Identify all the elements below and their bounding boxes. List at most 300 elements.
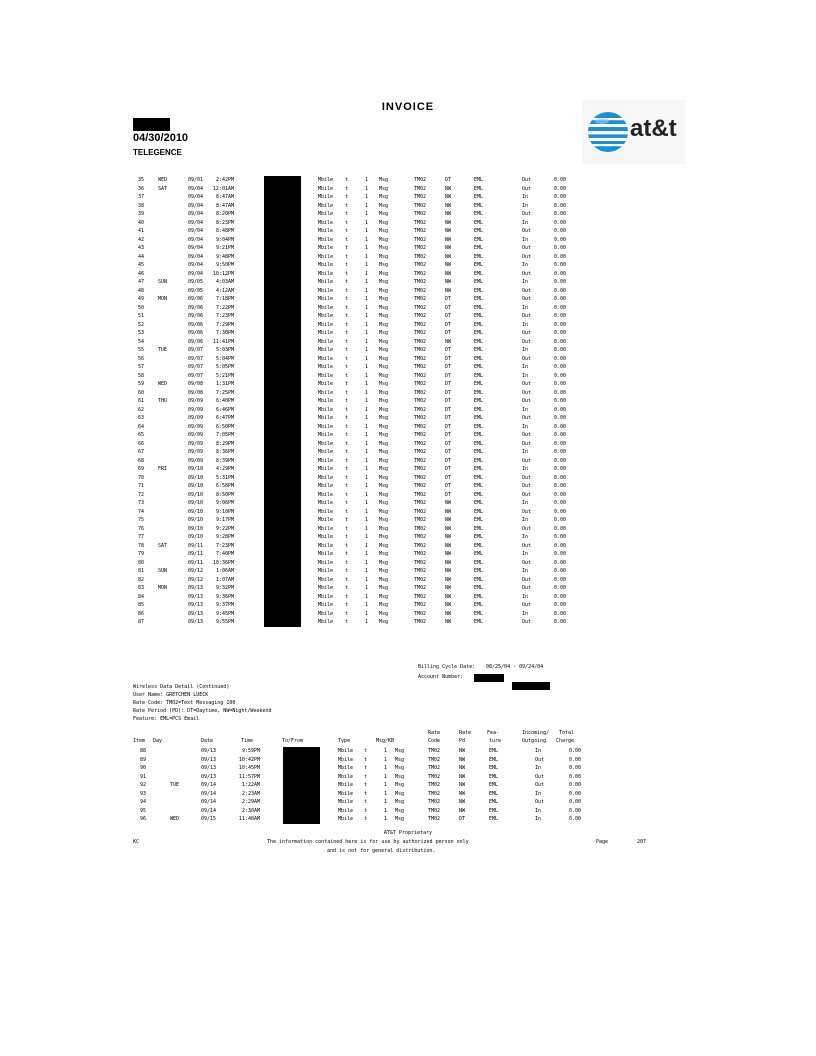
cell-direction: Out <box>522 525 532 532</box>
cell-direction: Out <box>522 245 532 251</box>
cell-rate-code: TM02 <box>414 194 427 200</box>
cell-feature: EML <box>474 236 484 243</box>
redacted-header-block <box>133 118 170 131</box>
cell-rate-code: TM02 <box>414 287 427 294</box>
redacted-phone-number <box>264 278 301 287</box>
cell-rate-code: TM02 <box>414 593 427 600</box>
cell-type: Mbile <box>318 194 334 200</box>
invoice-date: 04/30/2010 <box>133 132 189 144</box>
cell-charge: 0.00 <box>553 610 566 617</box>
cell-type: Mbile <box>318 338 334 345</box>
table-row <box>0 576 816 584</box>
cell-date: 09/07 <box>188 364 204 370</box>
cell-feature: EML <box>474 466 484 472</box>
cell-type-suffix: t <box>345 279 349 285</box>
cell-time: 7:18PM <box>215 296 234 302</box>
rate-period: Rate Period (PD): DT=Daytime, NW=Night/Weekend <box>133 708 272 714</box>
cell-count: 1 <box>365 423 369 430</box>
redacted-phone-number <box>264 253 301 262</box>
cell-type-suffix: t <box>345 474 349 481</box>
redacted-phone-number <box>264 584 301 593</box>
cell-rate-code: TM02 <box>414 279 427 285</box>
cell-feature: EML <box>489 748 499 754</box>
cell-feature: EML <box>474 347 484 353</box>
cell-feature: EML <box>474 228 484 234</box>
cell-count: 1 <box>365 576 369 583</box>
cell-type: Mbile <box>318 602 334 608</box>
cell-feature: EML <box>474 279 484 285</box>
redacted-phone-number <box>264 610 301 619</box>
redacted-phone-number <box>264 193 301 202</box>
redacted-phone-number <box>264 244 301 253</box>
cell-charge: 0.00 <box>553 551 566 557</box>
cell-type: Mbile <box>338 807 354 814</box>
cell-feature: EML <box>474 491 484 498</box>
cell-unit: Msg <box>379 576 389 583</box>
cell-direction: Out <box>522 296 532 302</box>
cell-item: 48 <box>137 287 144 294</box>
cell-type: Mbile <box>318 491 334 498</box>
table-row <box>0 482 816 490</box>
table-row <box>0 270 816 278</box>
cell-count: 1 <box>365 219 369 226</box>
cell-item: 72 <box>137 491 144 498</box>
cell-type-suffix: t <box>345 542 349 549</box>
cell-rate-code: TM02 <box>414 262 427 268</box>
cell-unit: Msg <box>379 466 389 472</box>
cell-rate-pd: DT <box>445 449 452 455</box>
redacted-phone-number <box>283 747 320 756</box>
cell-direction: In <box>522 568 529 574</box>
cell-day: TUE <box>170 782 180 788</box>
cell-feature: EML <box>474 194 484 200</box>
cell-type: Mbile <box>338 748 354 754</box>
cell-item: 81 <box>137 568 144 574</box>
cell-type-suffix: t <box>364 782 368 788</box>
cell-rate-pd: NW <box>445 542 452 549</box>
cell-time: 12:01AM <box>212 185 234 192</box>
cell-time: 9:50PM <box>215 262 234 268</box>
cell-count: 1 <box>365 236 369 243</box>
cell-item: 41 <box>137 228 144 234</box>
cell-date: 09/04 <box>188 236 204 243</box>
cell-charge: 0.00 <box>553 500 566 506</box>
cell-type-suffix: t <box>364 756 368 763</box>
cell-type: Mbile <box>318 296 334 302</box>
cell-direction: Out <box>522 389 532 396</box>
table-row <box>0 372 816 380</box>
table-row <box>0 176 816 184</box>
cell-date: 09/10 <box>188 474 204 481</box>
cell-count: 1 <box>365 542 369 549</box>
cell-charge: 0.00 <box>553 602 566 608</box>
cell-rate-pd: NW <box>445 185 452 192</box>
cell-type-suffix: t <box>345 185 349 192</box>
cell-rate-code: TM02 <box>414 236 427 243</box>
cell-rate-pd: DT <box>445 483 452 489</box>
cell-unit: Msg <box>379 525 389 532</box>
cell-rate-code: TM02 <box>414 576 427 583</box>
cell-type: Mbile <box>318 177 334 183</box>
table-row <box>0 210 816 218</box>
cell-item: 61 <box>137 398 144 404</box>
cell-direction: Out <box>522 559 532 566</box>
table-row <box>0 185 816 193</box>
table-row <box>0 457 816 465</box>
cell-date: 09/10 <box>188 525 204 532</box>
cell-day: FRI <box>158 466 168 472</box>
cell-day: THU <box>158 398 168 404</box>
cell-rate-code: TM02 <box>414 415 427 421</box>
rate-code: Rate Code: TM02=Text Messaging 100 <box>133 700 236 706</box>
cell-unit: Msg <box>395 816 405 822</box>
cell-type: Mbile <box>318 228 334 234</box>
cell-time: 8:23PM <box>215 219 234 226</box>
cell-time: 7:30PM <box>215 330 234 336</box>
table-row <box>0 533 816 541</box>
cell-rate-pd: DT <box>445 347 452 353</box>
cell-item: 36 <box>137 185 144 192</box>
col-time: Time <box>241 738 254 744</box>
cell-day: TUE <box>158 347 168 353</box>
cell-feature: EML <box>474 321 484 328</box>
cell-count: 1 <box>365 304 369 311</box>
table-row <box>0 287 816 295</box>
cell-direction: Out <box>522 398 532 404</box>
cell-charge: 0.00 <box>553 508 566 515</box>
redacted-phone-number <box>264 219 301 228</box>
cell-type: Mbile <box>318 457 334 464</box>
col-to-from: To/From <box>282 738 304 744</box>
redacted-phone-number <box>264 423 301 432</box>
table-row <box>0 431 816 439</box>
cell-type: Mbile <box>318 262 334 268</box>
col-feature-h1: Fea- <box>487 730 500 736</box>
cell-type: Mbile <box>318 432 334 438</box>
cell-direction: Out <box>535 782 545 788</box>
cell-unit: Msg <box>379 177 389 183</box>
cell-item: 80 <box>137 559 144 566</box>
col-incoming-h1: Incoming/ <box>522 730 550 736</box>
table-row <box>0 807 816 815</box>
cell-charge: 0.00 <box>553 381 566 387</box>
cell-unit: Msg <box>379 219 389 226</box>
cell-feature: EML <box>474 415 484 421</box>
cell-type: Mbile <box>318 364 334 370</box>
cell-rate-code: TM02 <box>414 525 427 532</box>
cell-rate-pd: NW <box>445 525 452 532</box>
cell-charge: 0.00 <box>553 466 566 472</box>
document-title: INVOICE <box>381 101 435 113</box>
cell-charge: 0.00 <box>553 449 566 455</box>
cell-direction: In <box>522 202 529 209</box>
cell-type: Mbile <box>318 330 334 336</box>
cell-item: 43 <box>137 245 144 251</box>
cell-rate-code: TM02 <box>414 381 427 387</box>
cell-unit: Msg <box>395 782 405 788</box>
cell-charge: 0.00 <box>553 347 566 353</box>
cell-date: 09/05 <box>188 287 204 294</box>
cell-rate-pd: NW <box>445 262 452 268</box>
cell-type-suffix: t <box>364 799 368 805</box>
cell-item: 91 <box>139 773 146 780</box>
redacted-phone-number <box>264 227 301 236</box>
cell-unit: Msg <box>379 262 389 268</box>
cell-type: Mbile <box>318 619 334 625</box>
cell-item: 66 <box>137 440 144 447</box>
redacted-phone-number <box>264 508 301 517</box>
col-msg-kb: Msg/KB <box>376 738 395 744</box>
redacted-phone-number <box>264 474 301 483</box>
cell-date: 09/04 <box>188 194 204 200</box>
cell-type: Mbile <box>318 559 334 566</box>
col-day: Day <box>153 738 163 744</box>
cell-charge: 0.00 <box>553 525 566 532</box>
cell-rate-pd: NW <box>445 194 452 200</box>
cell-time: 7:05PM <box>215 432 234 438</box>
cell-feature: EML <box>474 245 484 251</box>
cell-rate-code: TM02 <box>414 372 427 379</box>
cell-rate-pd: DT <box>445 381 452 387</box>
cell-charge: 0.00 <box>553 321 566 328</box>
table-row <box>0 414 816 422</box>
cell-direction: Out <box>522 508 532 515</box>
col-date: Date <box>201 738 214 744</box>
cell-rate-pd: NW <box>445 287 452 294</box>
cell-day: WED <box>158 177 168 183</box>
cell-date: 09/04 <box>188 253 204 260</box>
cell-item: 74 <box>137 508 144 515</box>
cell-type-suffix: t <box>345 321 349 328</box>
redacted-phone-number <box>264 295 301 304</box>
cell-type-suffix: t <box>345 219 349 226</box>
table-row <box>0 321 816 329</box>
cell-count: 1 <box>365 355 369 362</box>
table-row <box>0 219 816 227</box>
cell-type: Mbile <box>318 313 334 319</box>
cell-time: 8:48PM <box>215 228 234 234</box>
cell-rate-code: TM02 <box>414 313 427 319</box>
cell-rate-pd: NW <box>445 593 452 600</box>
cell-date: 09/14 <box>201 799 217 805</box>
cell-count: 1 <box>365 406 369 413</box>
cell-feature: EML <box>474 177 484 183</box>
cell-time: 10:12PM <box>212 270 234 277</box>
cell-rate-pd: DT <box>445 355 452 362</box>
redacted-phone-number <box>264 210 301 219</box>
cell-unit: Msg <box>379 559 389 566</box>
cell-rate-code: TM02 <box>414 406 427 413</box>
cell-time: 5:05PM <box>215 364 234 370</box>
cell-unit: Msg <box>395 756 405 763</box>
cell-count: 1 <box>365 440 369 447</box>
cell-count: 1 <box>365 593 369 600</box>
redacted-phone-number <box>264 457 301 466</box>
cell-count: 1 <box>384 765 388 771</box>
cell-charge: 0.00 <box>553 202 566 209</box>
cell-direction: In <box>522 500 529 506</box>
cell-unit: Msg <box>395 790 405 797</box>
cell-item: 65 <box>137 432 144 438</box>
cell-time: 7:29PM <box>215 321 234 328</box>
table-row <box>0 227 816 235</box>
cell-type: Mbile <box>318 372 334 379</box>
cell-item: 84 <box>137 593 144 600</box>
cell-time: 8:29PM <box>215 440 234 447</box>
cell-feature: EML <box>474 585 484 591</box>
cell-direction: In <box>535 765 542 771</box>
cell-type-suffix: t <box>345 296 349 302</box>
cell-date: 09/09 <box>188 398 204 404</box>
cell-time: 11:41PM <box>212 338 234 345</box>
redacted-phone-number <box>264 491 301 500</box>
cell-charge: 0.00 <box>553 211 566 217</box>
redacted-phone-number <box>283 807 320 816</box>
cell-rate-pd: NW <box>445 219 452 226</box>
cell-type-suffix: t <box>345 602 349 608</box>
cell-direction: In <box>535 790 542 797</box>
cell-time: 2:23AM <box>241 790 260 797</box>
redacted-phone-number <box>264 346 301 355</box>
cell-time: 9:17PM <box>215 517 234 523</box>
cell-type: Mbile <box>318 381 334 387</box>
cell-time: 5:31PM <box>215 474 234 481</box>
cell-charge: 0.00 <box>553 619 566 625</box>
cell-feature: EML <box>474 542 484 549</box>
cell-date: 09/13 <box>188 619 204 625</box>
cell-feature: EML <box>474 202 484 209</box>
cell-unit: Msg <box>379 236 389 243</box>
cell-rate-code: TM02 <box>414 466 427 472</box>
cell-direction: Out <box>522 381 532 387</box>
cell-type: Mbile <box>318 236 334 243</box>
cell-time: 8:47AM <box>215 202 234 209</box>
cell-rate-pd: DT <box>445 389 452 396</box>
cell-type-suffix: t <box>345 440 349 447</box>
redacted-phone-number <box>264 618 301 627</box>
cell-time: 1:22AM <box>241 782 260 788</box>
cell-date: 09/13 <box>201 765 217 771</box>
cell-direction: Out <box>522 211 532 217</box>
redacted-phone-number <box>264 261 301 270</box>
cell-rate-pd: NW <box>459 756 466 763</box>
cell-count: 1 <box>365 194 369 200</box>
cell-rate-code: TM02 <box>414 364 427 370</box>
cell-item: 39 <box>137 211 144 217</box>
table-row <box>0 338 816 346</box>
redacted-block <box>512 682 550 690</box>
cell-feature: EML <box>474 449 484 455</box>
redacted-phone-number <box>283 781 320 790</box>
redacted-phone-number <box>283 773 320 782</box>
cell-direction: In <box>522 551 529 557</box>
cell-count: 1 <box>384 790 388 797</box>
cell-charge: 0.00 <box>553 423 566 430</box>
cell-date: 09/11 <box>188 542 204 549</box>
redacted-phone-number <box>264 482 301 491</box>
cell-time: 8:39PM <box>215 457 234 464</box>
cell-rate-pd: NW <box>445 534 452 540</box>
cell-direction: In <box>522 534 529 540</box>
cell-rate-pd: DT <box>445 364 452 370</box>
cell-item: 73 <box>137 500 144 506</box>
cell-charge: 0.00 <box>568 790 581 797</box>
cell-direction: Out <box>522 440 532 447</box>
cell-charge: 0.00 <box>568 765 581 771</box>
cell-direction: Out <box>522 483 532 489</box>
cell-rate-pd: NW <box>459 799 466 805</box>
cell-unit: Msg <box>395 748 405 754</box>
cell-type-suffix: t <box>345 389 349 396</box>
cell-type: Mbile <box>338 799 354 805</box>
page-label: Page <box>596 839 609 845</box>
cell-type-suffix: t <box>345 517 349 523</box>
cell-unit: Msg <box>379 194 389 200</box>
cell-rate-code: TM02 <box>428 799 441 805</box>
cell-item: 51 <box>137 313 144 319</box>
redacted-phone-number <box>264 202 301 211</box>
cell-item: 68 <box>137 457 144 464</box>
cell-date: 09/11 <box>188 551 204 557</box>
redacted-phone-number <box>264 363 301 372</box>
cell-charge: 0.00 <box>553 279 566 285</box>
cell-direction: Out <box>522 619 532 625</box>
cell-time: 10:36PM <box>212 559 234 566</box>
cell-rate-pd: NW <box>445 619 452 625</box>
cell-direction: In <box>522 262 529 268</box>
table-row <box>0 406 816 414</box>
table-row <box>0 798 816 806</box>
cell-rate-code: TM02 <box>414 568 427 574</box>
cell-rate-code: TM02 <box>414 330 427 336</box>
cell-direction: Out <box>522 491 532 498</box>
table-row <box>0 355 816 363</box>
cell-type: Mbile <box>338 765 354 771</box>
cell-time: 4:29PM <box>215 466 234 472</box>
cell-count: 1 <box>365 202 369 209</box>
table-row <box>0 278 816 286</box>
cell-direction: Out <box>522 602 532 608</box>
table-row <box>0 389 816 397</box>
cell-charge: 0.00 <box>553 304 566 311</box>
cell-unit: Msg <box>379 313 389 319</box>
cell-type: Mbile <box>318 542 334 549</box>
table-row <box>0 756 816 764</box>
cell-count: 1 <box>365 287 369 294</box>
cell-rate-code: TM02 <box>414 423 427 430</box>
redacted-phone-number <box>264 601 301 610</box>
cell-item: 92 <box>139 782 146 788</box>
table-row <box>0 516 816 524</box>
cell-unit: Msg <box>379 500 389 506</box>
cell-unit: Msg <box>379 245 389 251</box>
cell-direction: Out <box>522 576 532 583</box>
cell-type-suffix: t <box>345 423 349 430</box>
redacted-phone-number <box>264 550 301 559</box>
cell-item: 37 <box>137 194 144 200</box>
cell-date: 09/13 <box>201 748 217 754</box>
redacted-phone-number <box>264 176 301 185</box>
cell-item: 87 <box>137 619 144 625</box>
table-row <box>0 448 816 456</box>
cell-direction: In <box>522 304 529 311</box>
redacted-phone-number <box>264 312 301 321</box>
redacted-phone-number <box>264 576 301 585</box>
redacted-phone-number <box>264 567 301 576</box>
table-row <box>0 491 816 499</box>
cell-type: Mbile <box>338 756 354 763</box>
cell-item: 35 <box>137 177 144 183</box>
